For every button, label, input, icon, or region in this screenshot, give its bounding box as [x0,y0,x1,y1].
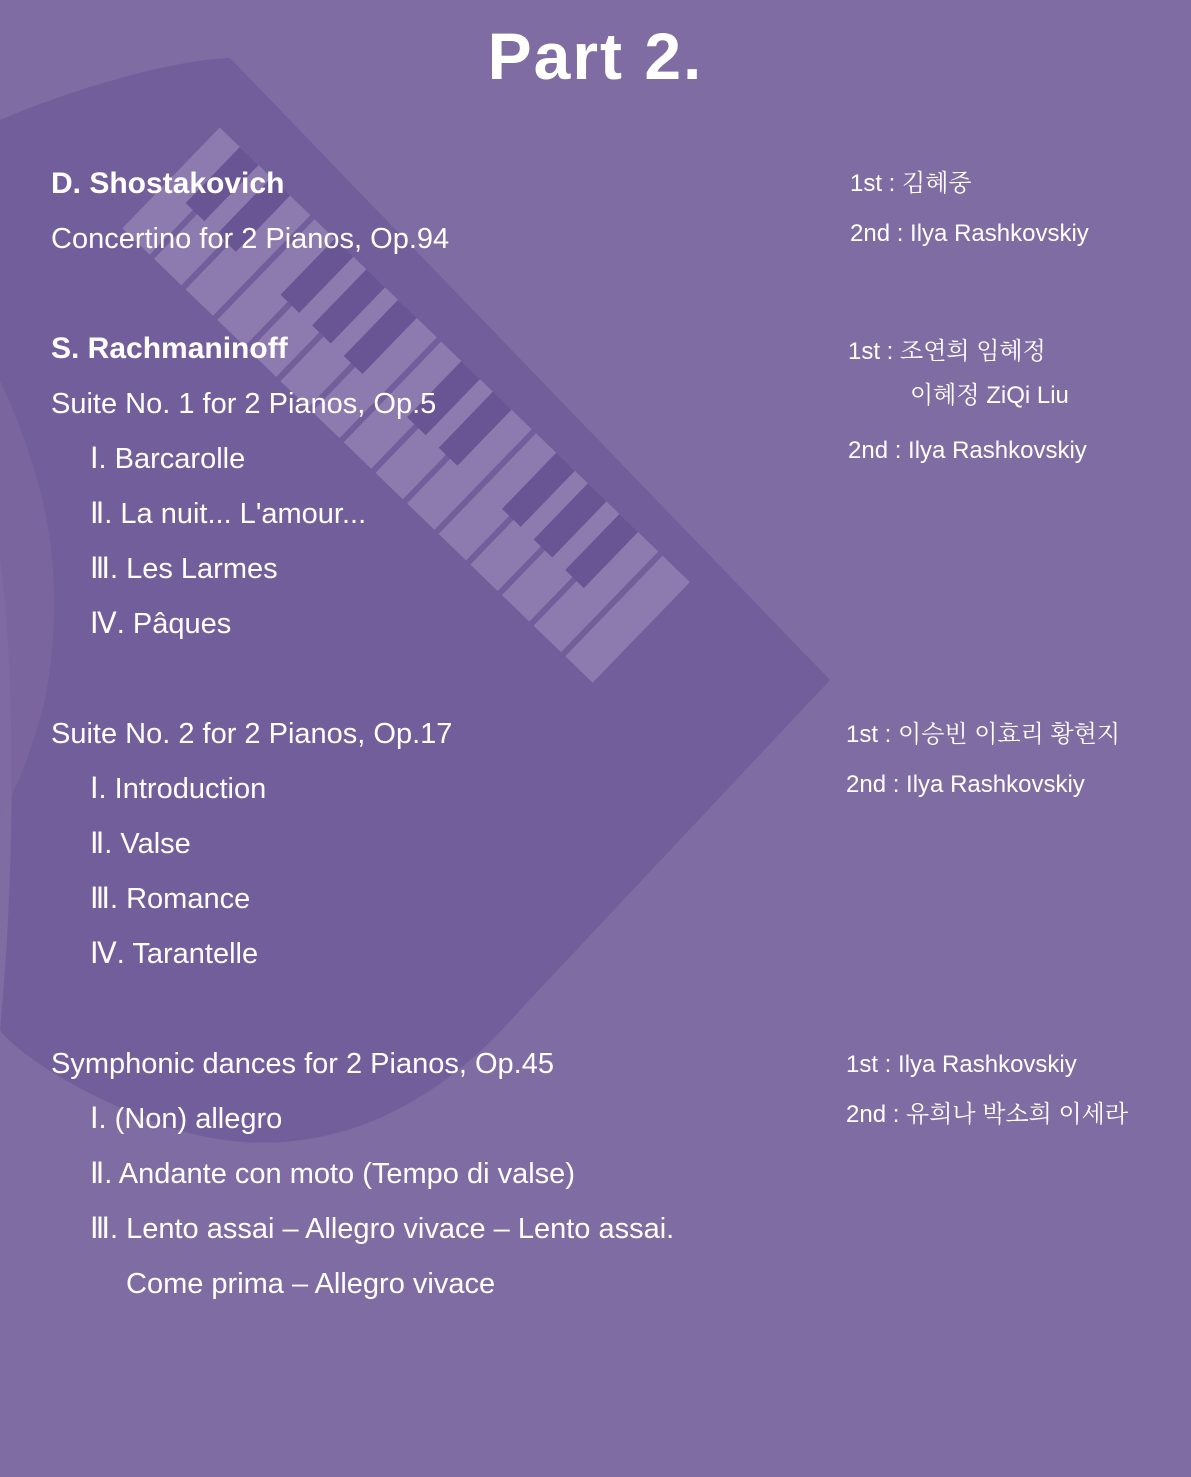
movement-item-continued: Come prima – Allegro vivace [126,1268,496,1300]
performer-second: 2nd : Ilya Rashkovskiy [850,220,1089,247]
movement-item: Ⅱ. Valse [90,828,191,860]
performer-first: 1st : 이승빈 이효리 황현지 [846,721,1121,748]
movement-item: Ⅰ. Barcarolle [90,443,246,475]
work-symphonic-dances: Symphonic dances for 2 Pianos, Op.45 [51,1048,554,1080]
composer-shostakovich: D. Shostakovich [51,167,285,200]
performer-second: 2nd : 유희나 박소희 이세라 [846,1101,1129,1128]
performer-first: 1st : Ilya Rashkovskiy [846,1051,1077,1078]
work-suite-2: Suite No. 2 for 2 Pianos, Op.17 [51,718,453,750]
work-concertino: Concertino for 2 Pianos, Op.94 [51,223,450,255]
performer-second: 2nd : Ilya Rashkovskiy [846,771,1085,798]
movement-item: Ⅳ. Tarantelle [90,938,259,970]
movement-item: Ⅳ. Pâques [90,608,232,640]
composer-rachmaninoff: S. Rachmaninoff [51,332,288,365]
movement-item: Ⅱ. La nuit... L'amour... [90,498,367,530]
movement-item: Ⅲ. Lento assai – Allegro vivace – Lento assai. [90,1213,675,1245]
movement-item: Ⅲ. Les Larmes [90,553,278,585]
performer-first: 1st : 조연희 임혜정 [848,338,1046,365]
movement-item: Ⅰ. Introduction [90,773,267,805]
part-title: Part 2. [487,19,704,93]
movement-item: Ⅱ. Andante con moto (Tempo di valse) [90,1158,575,1190]
performer-second: 2nd : Ilya Rashkovskiy [848,437,1087,464]
movement-item: Ⅰ. (Non) allegro [90,1103,283,1135]
performer-first-continued: 이혜정 ZiQi Liu [910,382,1069,409]
movement-item: Ⅲ. Romance [90,883,251,915]
performer-first: 1st : 김혜중 [850,170,972,197]
work-suite-1: Suite No. 1 for 2 Pianos, Op.5 [51,388,437,420]
